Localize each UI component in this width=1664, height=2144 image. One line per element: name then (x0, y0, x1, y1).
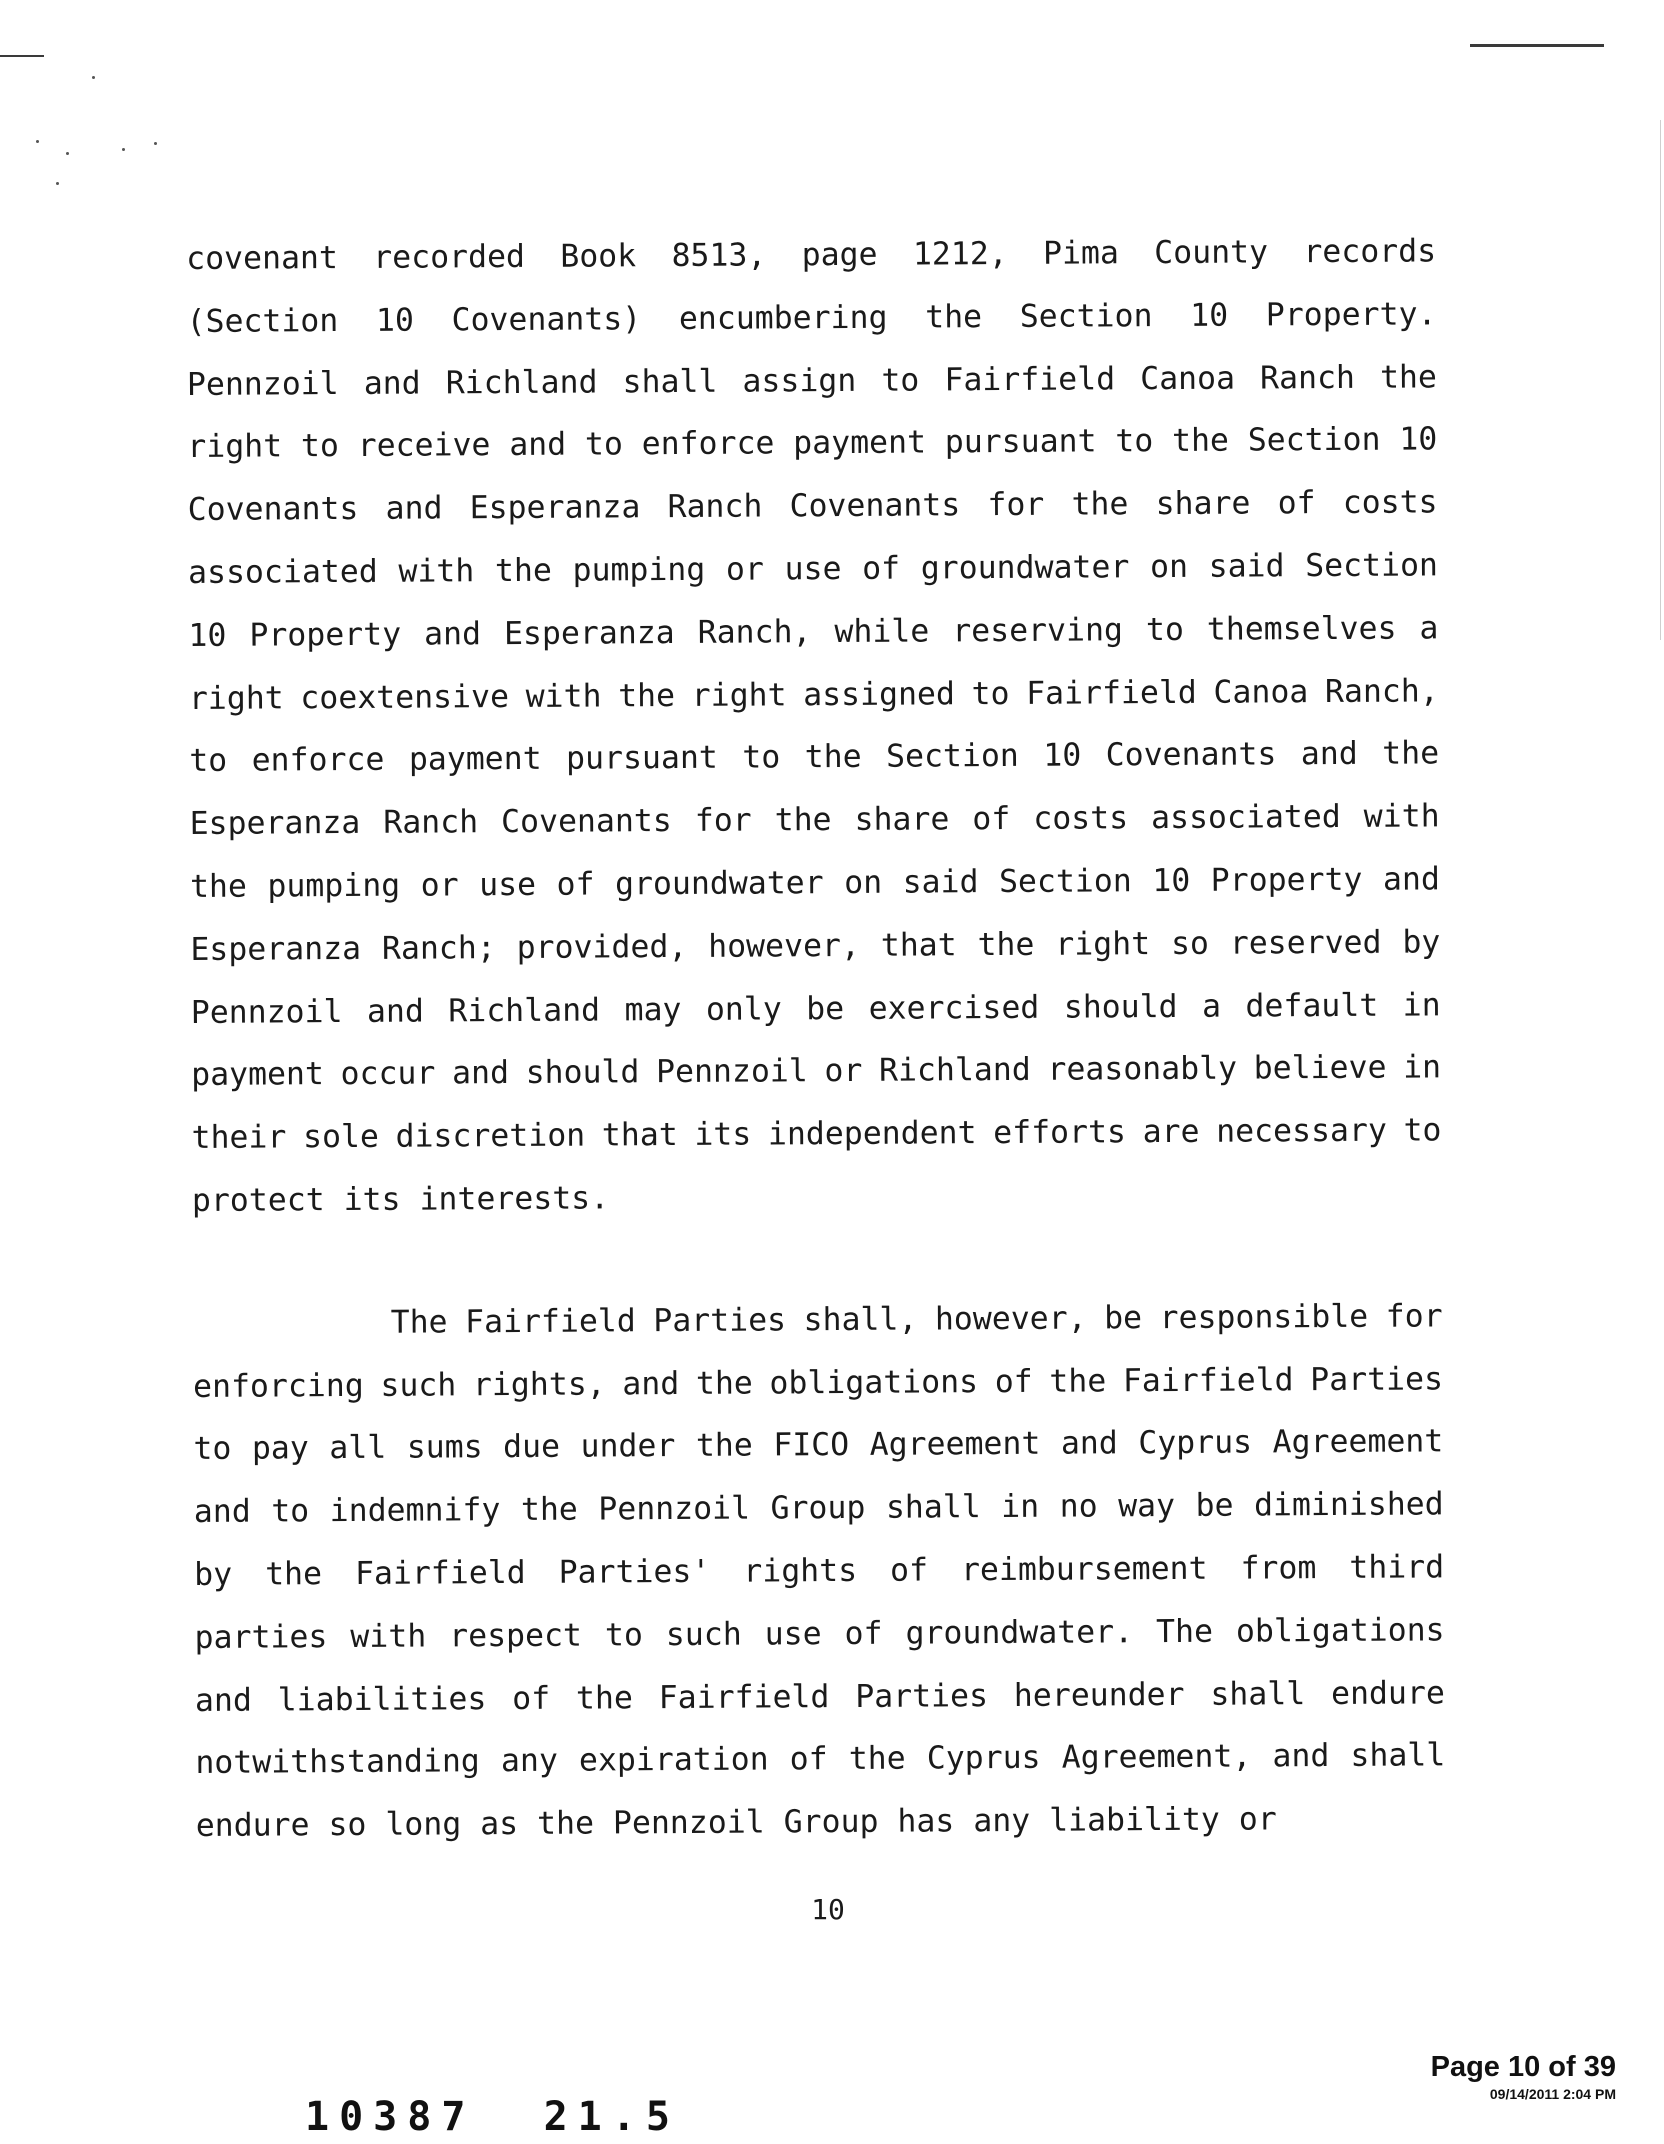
text-line: to pay all sums due under the FICO Agreement and Cyprus Agreement (193, 1423, 1444, 1468)
text-line: Covenants and Esperanza Ranch Covenants for the share of costs (187, 484, 1438, 529)
scan-edge-mark (0, 55, 44, 57)
text-line: The Fairfield Parties shall, however, be responsible for (390, 1298, 1443, 1341)
page-counter-block (1431, 2050, 1616, 2104)
page-counter: Page 10 of 39 (1430, 2051, 1616, 2083)
scan-edge-mark (1470, 44, 1604, 47)
text-line: associated with the pumping or use of groundwater on said Section (187, 547, 1439, 591)
text-line: Esperanza Ranch; provided, however, that the right so reserved by (190, 924, 1441, 968)
text-line: and liabilities of the Fairfield Parties hereunder shall endure (194, 1674, 1445, 1719)
text-line: right to receive and to enforce payment pursuant to the Section 10 (187, 421, 1438, 466)
scan-speck (66, 152, 69, 155)
page-number: 10 (811, 1893, 845, 1926)
text-line: payment occur and should Pennzoil or Richland reasonably believe in (191, 1049, 1442, 1094)
timestamp: 09/14/2011 2:04 PM (1489, 2086, 1616, 2102)
paragraph-1 (186, 220, 1442, 1232)
document-body (186, 220, 1446, 1858)
text-line: Pennzoil and Richland may only be exercised should a default in (190, 986, 1441, 1031)
text-line: covenant recorded Book 8513, page 1212, Pima County records (186, 233, 1437, 277)
text-line: endure so long as the Pennzoil Group has any liability or (195, 1801, 1277, 1845)
paragraph-2 (193, 1285, 1446, 1858)
text-line: Pennzoil and Richland shall assign to Fairfield Canoa Ranch the (186, 358, 1438, 403)
text-line: notwithstanding any expiration of the Cyprus Agreement, and shall (195, 1737, 1446, 1782)
text-line: Esperanza Ranch Covenants for the share of costs associated with (189, 798, 1440, 843)
text-line: their sole discretion that its independent efforts are necessary to (191, 1112, 1442, 1157)
text-line: (Section 10 Covenants) encumbering the Section 10 Property. (186, 296, 1437, 340)
scan-speck (92, 76, 95, 79)
text-line: right coextensive with the right assigned to Fairfield Canoa Ranch, (188, 672, 1439, 717)
scan-speck (154, 142, 157, 145)
text-line: and to indemnify the Pennzoil Group shall in no way be diminished (193, 1486, 1444, 1531)
scan-speck (36, 140, 39, 143)
text-line: enforcing such rights, and the obligations of the Fairfield Parties (192, 1360, 1444, 1405)
scan-edge-line (1660, 120, 1661, 640)
scan-speck (56, 182, 59, 185)
recording-stamp: 10387 21.5 (305, 2094, 680, 2140)
text-line: the pumping or use of groundwater on said Section 10 Property and (189, 861, 1440, 905)
scan-speck (122, 148, 125, 151)
text-line: parties with respect to such use of groundwater. The obligations (194, 1612, 1445, 1656)
text-line: to enforce payment pursuant to the Section 10 Covenants and the (189, 735, 1440, 780)
text-line: by the Fairfield Parties' rights of reimbursement from third (194, 1549, 1445, 1593)
text-line: 10 Property and Esperanza Ranch, while reserving to themselves a (188, 610, 1439, 654)
text-line: protect its interests. (191, 1180, 610, 1219)
